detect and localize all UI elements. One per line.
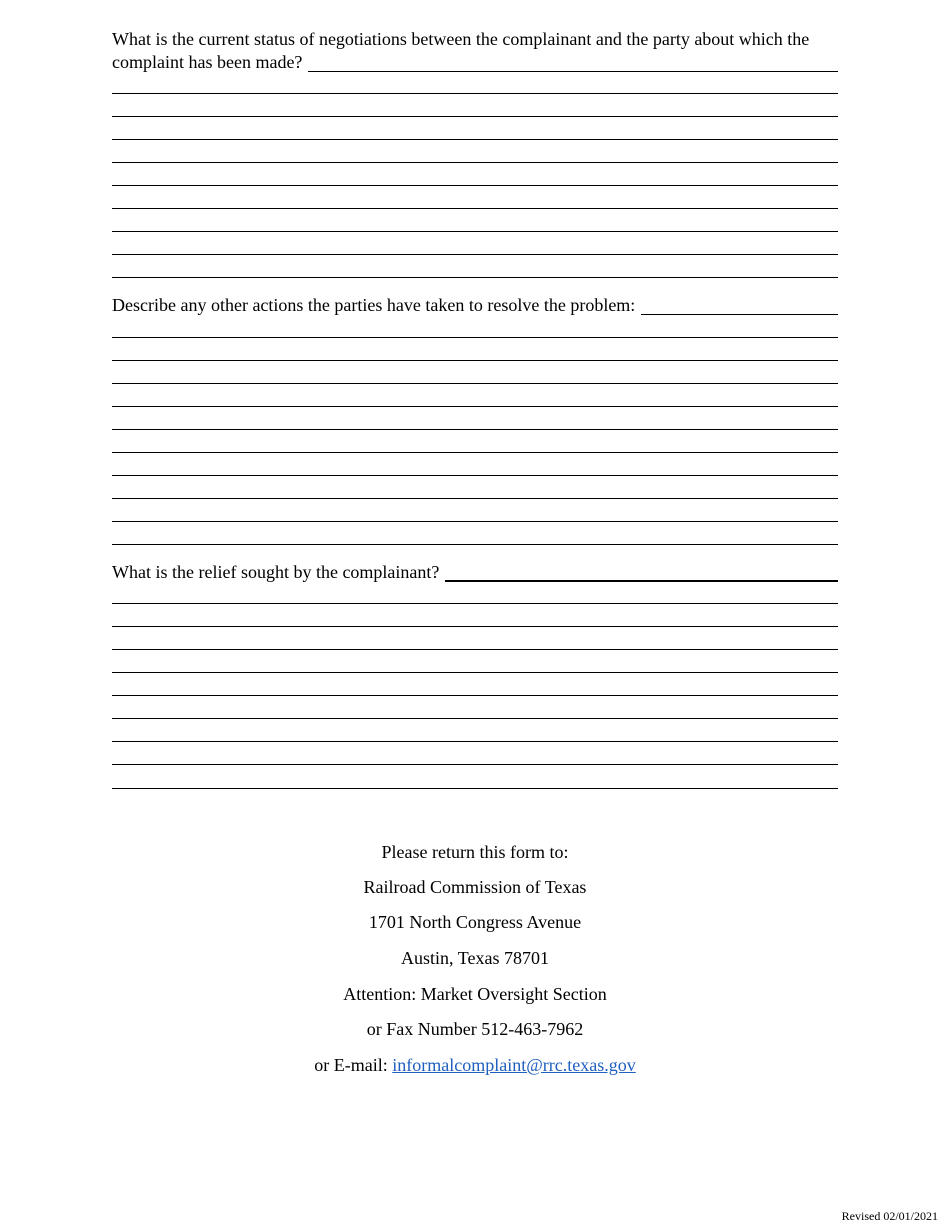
answer-line[interactable]: [112, 475, 838, 476]
question-relief-sought-label: What is the relief sought by the complainant?: [112, 562, 440, 582]
answer-line[interactable]: [112, 231, 838, 232]
answer-line[interactable]: [112, 383, 838, 384]
return-organization: Railroad Commission of Texas: [363, 877, 587, 897]
question-other-actions-label: Describe any other actions the parties have taken to resolve the problem:: [112, 295, 636, 315]
answer-line[interactable]: [112, 360, 838, 361]
answer-line[interactable]: [112, 498, 838, 499]
return-city: Austin, Texas 78701: [401, 948, 549, 968]
return-email-link[interactable]: informalcomplaint@rrc.texas.gov: [392, 1055, 636, 1075]
answer-line[interactable]: [112, 139, 838, 140]
answer-field-other-actions[interactable]: [641, 297, 838, 315]
answer-line[interactable]: [112, 162, 838, 163]
answer-line[interactable]: [112, 452, 838, 453]
answer-line[interactable]: [112, 603, 838, 604]
question-negotiation-status-line1: What is the current status of negotiations between the complainant and the party about which the: [112, 29, 810, 49]
return-email-line: [0, 1054, 950, 1076]
return-email-prefix: or E-mail:: [314, 1055, 388, 1075]
answer-line[interactable]: [112, 544, 838, 545]
answer-line[interactable]: [112, 626, 838, 627]
return-fax: or Fax Number 512-463-7962: [366, 1019, 584, 1039]
return-heading: Please return this form to:: [381, 842, 569, 862]
answer-line[interactable]: [112, 695, 838, 696]
answer-line[interactable]: [112, 254, 838, 255]
answer-line[interactable]: [112, 337, 838, 338]
question-relief-sought: [112, 561, 838, 584]
question-other-actions: [112, 294, 838, 317]
answer-line[interactable]: [112, 429, 838, 430]
answer-line[interactable]: [112, 277, 838, 278]
answer-line[interactable]: [112, 718, 838, 719]
revision-date: Revised 02/01/2021: [841, 1209, 938, 1223]
answer-line[interactable]: [112, 788, 838, 789]
question-negotiation-status-line2: complaint has been made?: [112, 52, 303, 72]
answer-line[interactable]: [112, 93, 838, 94]
answer-field-negotiation-status[interactable]: [308, 54, 838, 72]
return-attention: Attention: Market Oversight Section: [343, 984, 607, 1004]
answer-line[interactable]: [112, 185, 838, 186]
question-negotiation-status: [112, 28, 838, 74]
answer-line[interactable]: [112, 521, 838, 522]
answer-line[interactable]: [112, 406, 838, 407]
answer-line[interactable]: [112, 649, 838, 650]
answer-line[interactable]: [112, 116, 838, 117]
return-street: 1701 North Congress Avenue: [368, 912, 582, 932]
answer-line[interactable]: [112, 764, 838, 765]
answer-line[interactable]: [112, 672, 838, 673]
answer-line[interactable]: [112, 741, 838, 742]
answer-field-relief-sought[interactable]: [445, 563, 838, 582]
answer-line[interactable]: [112, 208, 838, 209]
